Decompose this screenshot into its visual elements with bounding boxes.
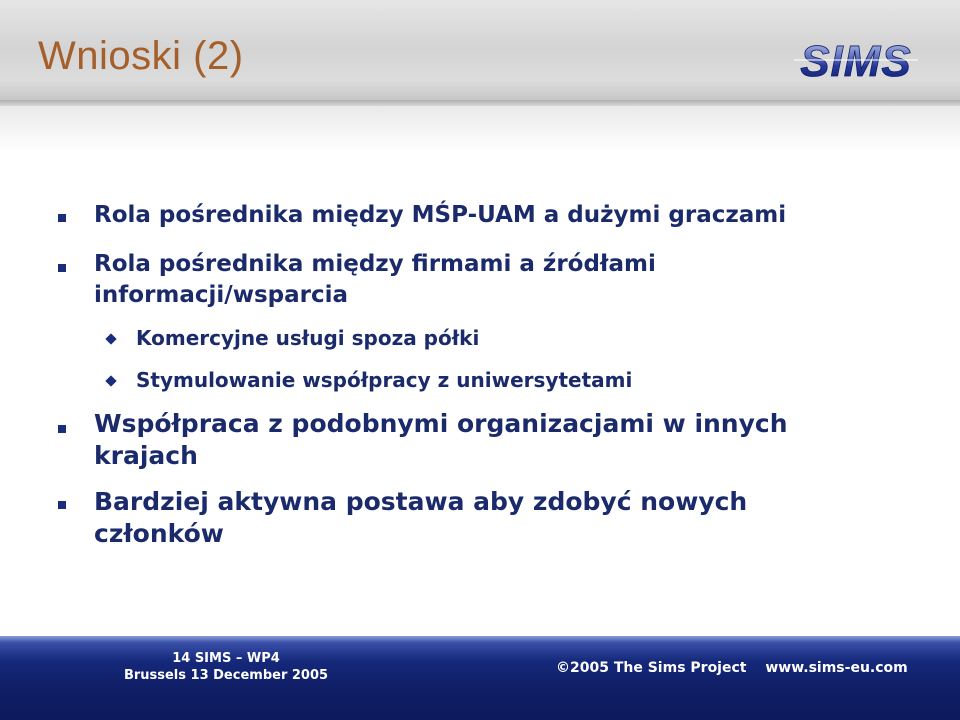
footer-credits	[556, 660, 922, 676]
footer-date: Brussels 13 December 2005	[123, 668, 329, 683]
sub-bullet-text-1: Komercyjne usługi spoza półki	[136, 326, 480, 350]
slide-title: Wnioski (2)	[38, 34, 244, 78]
footer-slide-number: 14 SIMS – WP4	[172, 651, 280, 666]
bullet-text-4-line2: członków	[94, 519, 224, 548]
logo-text: SIMS	[800, 37, 912, 86]
footer-website-link[interactable]: www.sims-eu.com	[765, 660, 908, 676]
bullet-square-icon	[58, 501, 66, 509]
footer-slide-info	[96, 650, 356, 684]
bullet-square-icon	[58, 214, 66, 222]
bullet-diamond-icon	[105, 333, 116, 344]
bullet-text-1: Rola pośrednika między MŚP-UAM a dużymi graczami	[94, 202, 787, 228]
bullet-text-3-line1: Współpraca z podobnymi organizacjami w innych	[94, 409, 788, 438]
footer-copyright: ©2005 The Sims Project	[556, 660, 747, 676]
bullet-square-icon	[58, 264, 66, 272]
bullet-text-3-line2: krajach	[94, 441, 198, 470]
bullet-diamond-icon	[105, 375, 116, 386]
header-fade	[0, 106, 960, 152]
bullet-text-2-line2: informacji/wsparcia	[94, 282, 348, 308]
bullet-text-2-line1: Rola pośrednika między firmami a źródłami	[94, 251, 656, 277]
footer-bar	[0, 636, 960, 720]
sims-logo	[786, 36, 926, 86]
sub-bullet-text-2: Stymulowanie współpracy z uniwersytetami	[136, 368, 633, 392]
bullet-square-icon	[58, 425, 66, 433]
bullet-text-4-line1: Bardziej aktywna postawa aby zdobyć nowych	[94, 487, 748, 516]
